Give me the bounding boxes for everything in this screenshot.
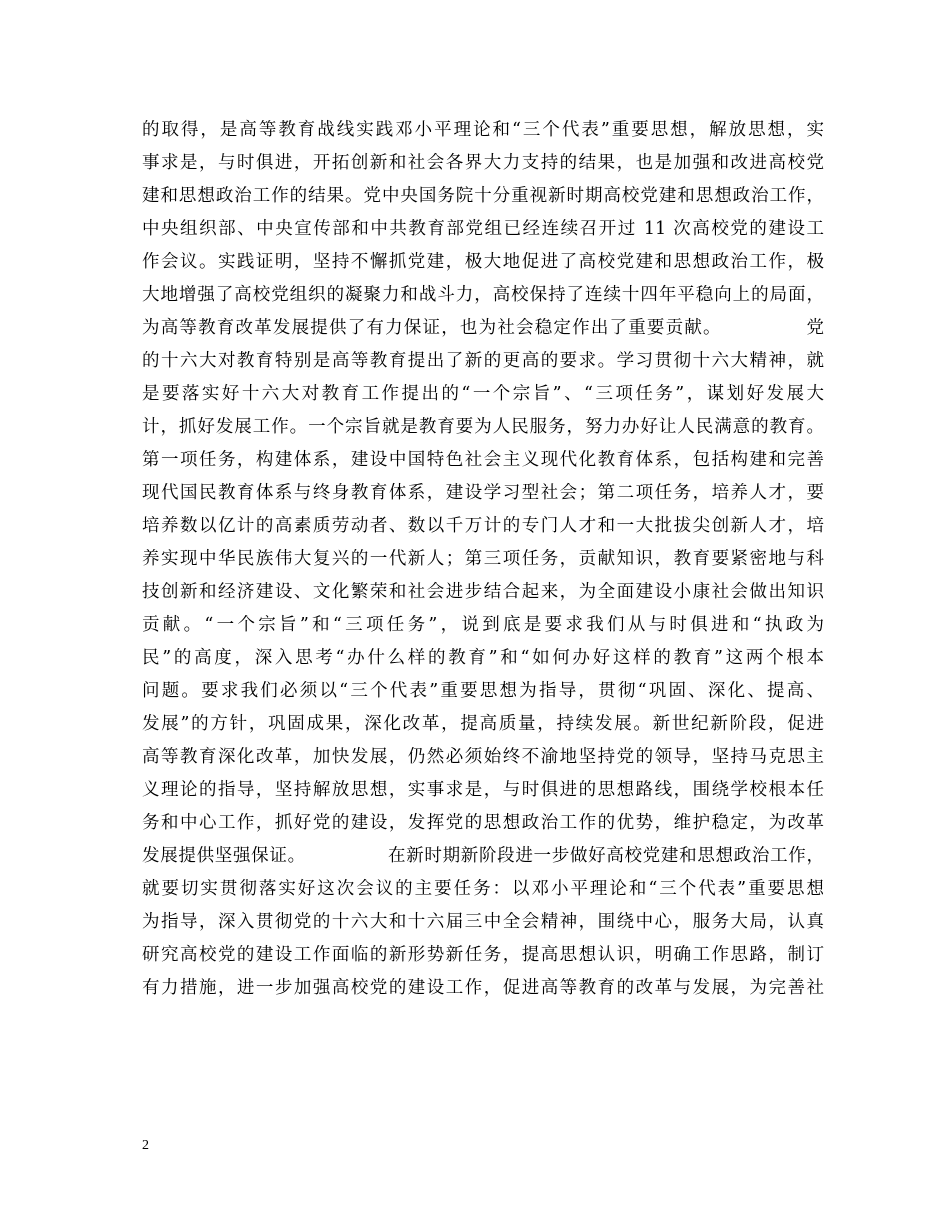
text-line: 义理论的指导，坚持解放思想，实事求是，与时俱进的思想路线，围绕学校根本任 — [142, 780, 824, 800]
text-line: 民”的高度，深入思考“办什么样的教育”和“如何办好这样的教育”这两个根本 — [142, 648, 824, 668]
text-line: 作会议。实践证明，坚持不懈抓党建，极大地促进了高校党建和思想政治工作，极 — [142, 252, 824, 272]
body-text — [142, 114, 824, 1005]
text-line: 养实现中华民族伟大复兴的一代新人；第三项任务，贡献知识，教育要紧密地与科 — [142, 549, 824, 569]
page-number: 2 — [142, 1138, 149, 1153]
text-line: 事求是，与时俱进，开拓创新和社会各界大力支持的结果，也是加强和改进高校党 — [142, 153, 824, 173]
text-line: 发展提供坚强保证。 在新时期新阶段进一步做好高校党建和思想政治工作， — [142, 846, 824, 866]
text-line: 中央组织部、中央宣传部和中共教育部党组已经连续召开过 11 次高校党的建设工 — [142, 219, 824, 239]
text-line: 就要切实贯彻落实好这次会议的主要任务：以邓小平理论和“三个代表”重要思想 — [142, 879, 824, 899]
text-line: 为指导，深入贯彻党的十六大和十六届三中全会精神，围绕中心，服务大局，认真 — [142, 912, 824, 932]
text-line: 技创新和经济建设、文化繁荣和社会进步结合起来，为全面建设小康社会做出知识 — [142, 582, 824, 602]
text-line: 建和思想政治工作的结果。党中央国务院十分重视新时期高校党建和思想政治工作， — [142, 186, 824, 206]
text-line: 有力措施，进一步加强高校党的建设工作，促进高等教育的改革与发展，为完善社 — [142, 978, 824, 998]
text-line: 第一项任务，构建体系，建设中国特色社会主义现代化教育体系，包括构建和完善 — [142, 450, 824, 470]
text-line: 发展”的方针，巩固成果，深化改革，提高质量，持续发展。新世纪新阶段，促进 — [142, 714, 824, 734]
text-line: 培养数以亿计的高素质劳动者、数以千万计的专门人才和一大批拔尖创新人才，培 — [142, 516, 824, 536]
text-line: 务和中心工作，抓好党的建设，发挥党的思想政治工作的优势，维护稳定，为改革 — [142, 813, 824, 833]
text-line: 的十六大对教育特别是高等教育提出了新的更高的要求。学习贯彻十六大精神，就 — [142, 351, 824, 371]
text-line: 现代国民教育体系与终身教育体系，建设学习型社会；第二项任务，培养人才，要 — [142, 483, 824, 503]
text-line: 计，抓好发展工作。一个宗旨就是教育要为人民服务，努力办好让人民满意的教育。 — [142, 417, 824, 437]
text-line: 贡献。“一个宗旨”和“三项任务”，说到底是要求我们从与时俱进和“执政为 — [142, 615, 824, 635]
text-line: 高等教育深化改革，加快发展，仍然必须始终不渝地坚持党的领导，坚持马克思主 — [142, 747, 824, 767]
text-line: 的取得，是高等教育战线实践邓小平理论和“三个代表”重要思想，解放思想，实 — [142, 120, 824, 140]
text-line: 为高等教育改革发展提供了有力保证，也为社会稳定作出了重要贡献。 党 — [142, 318, 824, 338]
text-line: 问题。要求我们必须以“三个代表”重要思想为指导，贯彻“巩固、深化、提高、 — [142, 681, 824, 701]
text-line: 大地增强了高校党组织的凝聚力和战斗力，高校保持了连续十四年平稳向上的局面， — [142, 285, 824, 305]
text-line: 是要落实好十六大对教育工作提出的“一个宗旨”、“三项任务”，谋划好发展大 — [142, 384, 824, 404]
text-line: 研究高校党的建设工作面临的新形势新任务，提高思想认识，明确工作思路，制订 — [142, 945, 824, 965]
